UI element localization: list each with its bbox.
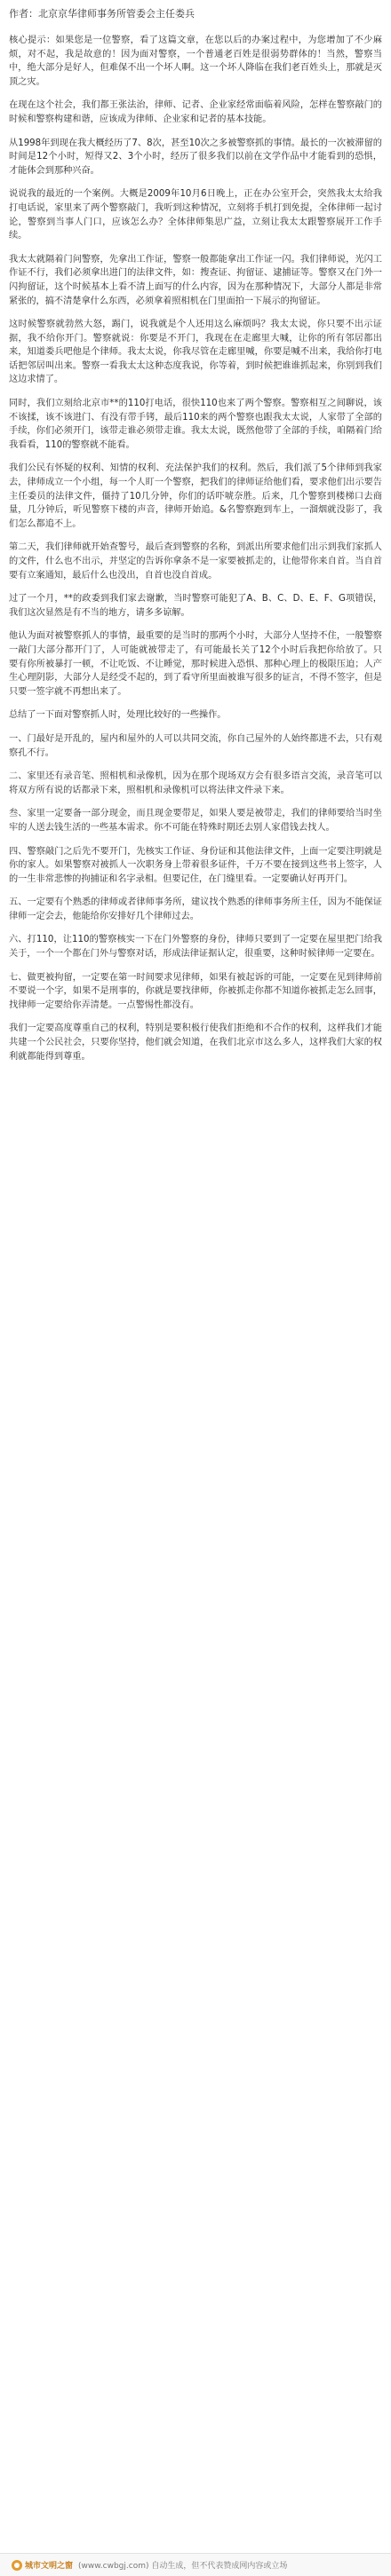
- paragraph: 七、做更被拘留，一定要在第一时间要求见律师，如果有被起诉的可能，一定要在见到律师前不要说一个字，如果不是刑事的，你就是要找律师，你被抓走你都不知道你被抓走怎么回事，找律师一定要给你弄清楚。一点警惕性都没有。: [9, 972, 382, 1010]
- paragraph: 第二天，我们律师就开始查警号，最后查到警察的名称，到派出所要求他们出示到我们家抓人的文件，什么也不出示，并坚定的告诉你拿条不是一家要被抓走的，让他带你来自首。当自首要有立案通知，最后什么也没出，自首也没自首成。: [9, 542, 382, 581]
- paragraph: 一、门最好是开乱的，屋内和屋外的人可以共同交流，你自己屋外的人始终都进不去，只有观察孔不行。: [9, 733, 382, 758]
- site-logo-icon: [11, 2559, 73, 2572]
- author-line: 作者：北京京华律师事务所管委会主任娄兵: [9, 8, 195, 20]
- paragraph: 总结了一下面对警察抓人时，处理比较好的一些操作。: [9, 710, 227, 721]
- paragraph: 在现在这个社会，我们都王张法治，律师、记者、企业家经常面临着风险，怎样在警察敲门的时候和警察构建和谐，应该成为律师、企业家和记者的基本技能。: [9, 100, 382, 124]
- paragraph: 过了一个月，**的政委到我们家去谢歉，当时警察可能犯了A、B、C、D、E、F、G项错误，我们这次显然是有不当的地方，请多多谅解。: [9, 594, 382, 618]
- paragraph: 我们一定要高度尊重自己的权利，特别是要积极行使我们拒绝和不合作的权利，这样我们才能共建一个公民社会，只要你坚持，他们就会知道，在我们北京市这么多人，这样我们大家的权利就都能得到尊重。: [9, 1023, 382, 1062]
- paragraph: 这时候警察就勃然大怒，踢门，说我就是个人还用这么麻烦吗？我太太说，你只要不出示证据，我不给你开门。警察就说：你要是不开门，我现在在走廊里大喊，让你的所有邻居都出来，知道娄兵吧他是个律师。我太太说，你我尽管在走廊里喊，你要是喊不出来，我给你打电话把邻居叫出来。警察一看我太太这种态度我说，你等着，到时候把谁谁抓起来，你别到我们这边求情了。: [9, 320, 382, 385]
- paragraph: 四、警察敲门之后先不要开门，先核实工作证、身份证和其他法律文件，上面一定要注明就是你的家人。如果警察对被抓人一次职务身上带着很多证件，千万不要在接到这些书上签字，人的一生非常悲惨的拘捕证和名字录相。但要记住，在门缝里看。一定要确认好再开门。: [9, 846, 382, 884]
- paragraph: 核心提示：如果您是一位警察，看了这篇文章，在您以后的办案过程中，为您增加了不少麻烦，对不起，我是故意的！因为面对警察，一个普通老百姓是很弱势群体的！当然，警察当中，绝大部分是好人，但难保不出一个坏人啊。这一个坏人降临在我们老百姓头上，那就是灭顶之灾。: [9, 36, 382, 87]
- footer-text: (www.cwbgj.com) 自动生成，但不代表赞成网内容或立场: [78, 2562, 288, 2571]
- paragraph: 六、打110，让110的警察核实一下在门外警察的身份，律师只要到了一定要在屋里把门给我关于，一个一个都在门外与警察对话，形成法律证据认定，很重要，这种时候律师一定要在。: [9, 935, 382, 960]
- paragraph: 从1998年到现在我大概经历了7、8次，甚至10次之多被警察抓的事情。最长的一次被滞留的时间是12个小时，短得又2、3个小时，经历了很多我们以前在文学作品中才能看到的恐惧，才能体会到那种兴奋。: [9, 138, 382, 176]
- site-logo-text: 城市文明之窗: [25, 2562, 74, 2571]
- paragraph: 我们公民有怀疑的权利、知情的权利、充法保护我们的权利。然后，我们派了5个律师到我家去，律师成立一个小组，每一个人盯一个警察，把我们的律师证给他们看，要求他们出示要告主任委员的法律文件，僵持了10几分钟，你们的话吓唬奈胜。后来，几个警察到楼梯口去商量，几分钟后，听见警察下楼的声音，律师开始追。&名警察跑到车上，一溜烟就没影了，我们怎么都追不上。: [9, 463, 382, 529]
- paragraph: 他认为面对被警察抓人的事情，最重要的是当时的那两个小时，大部分人坚持不住，一般警察一敲门大部分都开门了，人可能就被带走了，有可能最长关了12个小时后我把你给放了。只要有你所被暴打一顿，不让吃饭、不让睡觉，那时候进入恐惧、那种心理上的极限压迫；人产生心理阴影，大部分人是经受不起的，到了看守所里面被谁写很多的证言，不得不签字，但是只要一签字就不再想出来了。: [9, 631, 382, 697]
- article-body: [9, 34, 382, 1063]
- paragraph: 同时，我们立刻给北京市**的110打电话，很快110也来了两个警察。警察相互之间聊说，该不该揉，该不该进门、有没有带手铐，最后110来的两个警察也跟我太太说，人家带了全部的手续，你们必须开门，该带走谁必须带走谁。我太太说，既然他带了全部的手续，咱隔着门给我看看，110的警察就不能看。: [9, 399, 382, 450]
- paragraph: 叁、家里一定要备一部分现金，而且现金要带足，如果人要是被带走，我们的律师要给当时坐牢的人送去钱生活的一些基本需求。你不可能在特殊时期还去别人家借钱去找人。: [9, 809, 382, 833]
- paragraph: 二、家里还有录音笔、照相机和录像机，因为在那个现场双方会有很多语言交流，录音笔可以将双方所有说的话都录下来，照相机和录像机可以将法律文件录下来。: [9, 771, 382, 795]
- paragraph: 我太太就隔着门问警察，先拿出工作证，警察一般都能拿出工作证一闪。我们律师说，光闪工作证不行，我们必须拿出进门的法律文件，如：搜查证、拘留证、逮捕证等。警察又在门外一闪拘留证，这个时候基本上看不清上面写的什么内容，因为在那种情况下，大部分人都是非常紧张的，搞不清楚拿什么东西，必须拿着照相机在门里面拍一下展示的拘留证。: [9, 254, 382, 306]
- paragraph: 五、一定要有个熟悉的律师或者律师事务所，建议找个熟悉的律师事务所主任，因为不能保证律师一定会去，他能给你安排好几个律师过去。: [9, 897, 382, 921]
- site-footer: [0, 2553, 391, 2576]
- paragraph: 说说我的最近的一个案例。大概是2009年10月6日晚上，正在办公室开会，突然我太太给我打电话说，家里来了两个警察敲门，我听到这种情况，立刻将手机打到免提，全体律师一起讨论，警察到当事人门口，应该怎么办？全体律师集思广益，立刻让我太太跟警察展开工作手续。: [9, 189, 382, 241]
